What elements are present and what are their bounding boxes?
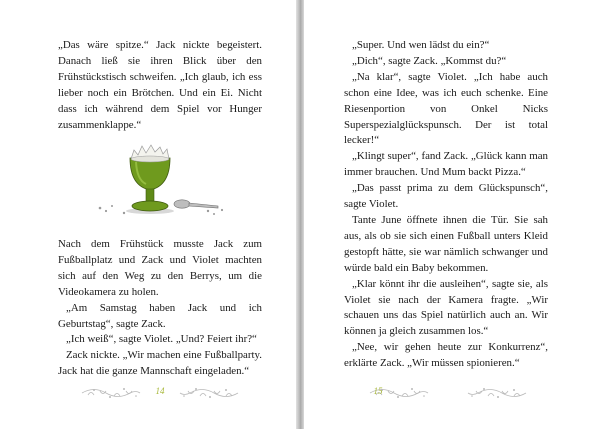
- spoon: [174, 200, 218, 208]
- footer-ornament-right: [466, 384, 528, 402]
- paragraph: Zack nickte. „Wir machen eine Fußballparty. Jack hat die ganze Mannschaft eingeladen.“: [58, 349, 262, 378]
- right-page-text: [344, 38, 548, 372]
- book-spine: [296, 0, 304, 429]
- paragraph: „Na klar“, sagte Violet. „Ich habe auch schon eine Idee, was ich euch schenke. Eine Riesenportion von Onkel Nicks Superspezialglückspunsch. Der ist total lecker!“: [344, 70, 548, 147]
- egg-cup-stem: [146, 189, 154, 201]
- left-page: [0, 0, 296, 429]
- paragraph: „Am Samstag haben Jack und ich Geburtstag“, sagte Zack.: [58, 301, 262, 330]
- footer-ornament-left: [80, 384, 142, 402]
- footer-ornament-right: [178, 384, 240, 402]
- paragraph: „Super. Und wen lädst du ein?“: [352, 39, 490, 51]
- paragraph: Tante June öffnete ihnen die Tür. Sie sah aus, als ob sie sich einen Fußball unters Kleid gestopft hätte, sie war nämlich schwanger und würde bald ein Baby bekommen.: [344, 213, 548, 274]
- egg-cup-foot: [132, 201, 168, 211]
- right-page: [304, 0, 600, 429]
- paragraph: Nach dem Frühstück musste Jack zum Fußballplatz und Zack und Violet machten sich auf den Weg zu den Berrys, um die Videokamera zu holen.: [58, 238, 262, 298]
- page-footer: [80, 384, 240, 402]
- page-number: 15: [373, 386, 383, 396]
- paragraph: „Das passt prima zu dem Glückspunsch“, sagte Violet.: [344, 182, 548, 211]
- page-number: 14: [155, 386, 165, 396]
- left-page-top-text: [58, 38, 262, 133]
- paragraph: „Klar könnt ihr die ausleihen“, sagte sie, als Violet sie nach der Kamera fragte. „Wir schauen uns das Spiel natürlich auch an. Wir können ja gleich zusammen los.“: [344, 277, 548, 338]
- page-footer: [368, 384, 528, 402]
- egg-cup-illustration: [90, 140, 230, 220]
- paragraph: „Dich“, sagte Zack. „Kommst du?“: [352, 54, 507, 67]
- paragraph: „Ich weiß“, sagte Violet. „Und? Feiert ihr?“: [66, 333, 257, 346]
- paragraph: „Nee, wir gehen heute zur Konkurrenz“, erklärte Zack. „Wir müssen spionieren.“: [344, 341, 548, 370]
- paragraph: „Klingt super“, fand Zack. „Glück kann man immer brauchen. Und Mum backt Pizza.“: [344, 150, 548, 179]
- left-page-bottom-text: [58, 237, 262, 380]
- paragraph: „Das wäre spitze.“ Jack nickte begeistert. Danach ließ sie ihren Blick über den Frühstückstisch schweifen. „Ich glaub, ich ess lieber noch ein Brötchen. Und ein Ei. Nicht dass ich während dem Spiel vor Hunger zusammenklappe.“: [58, 39, 262, 131]
